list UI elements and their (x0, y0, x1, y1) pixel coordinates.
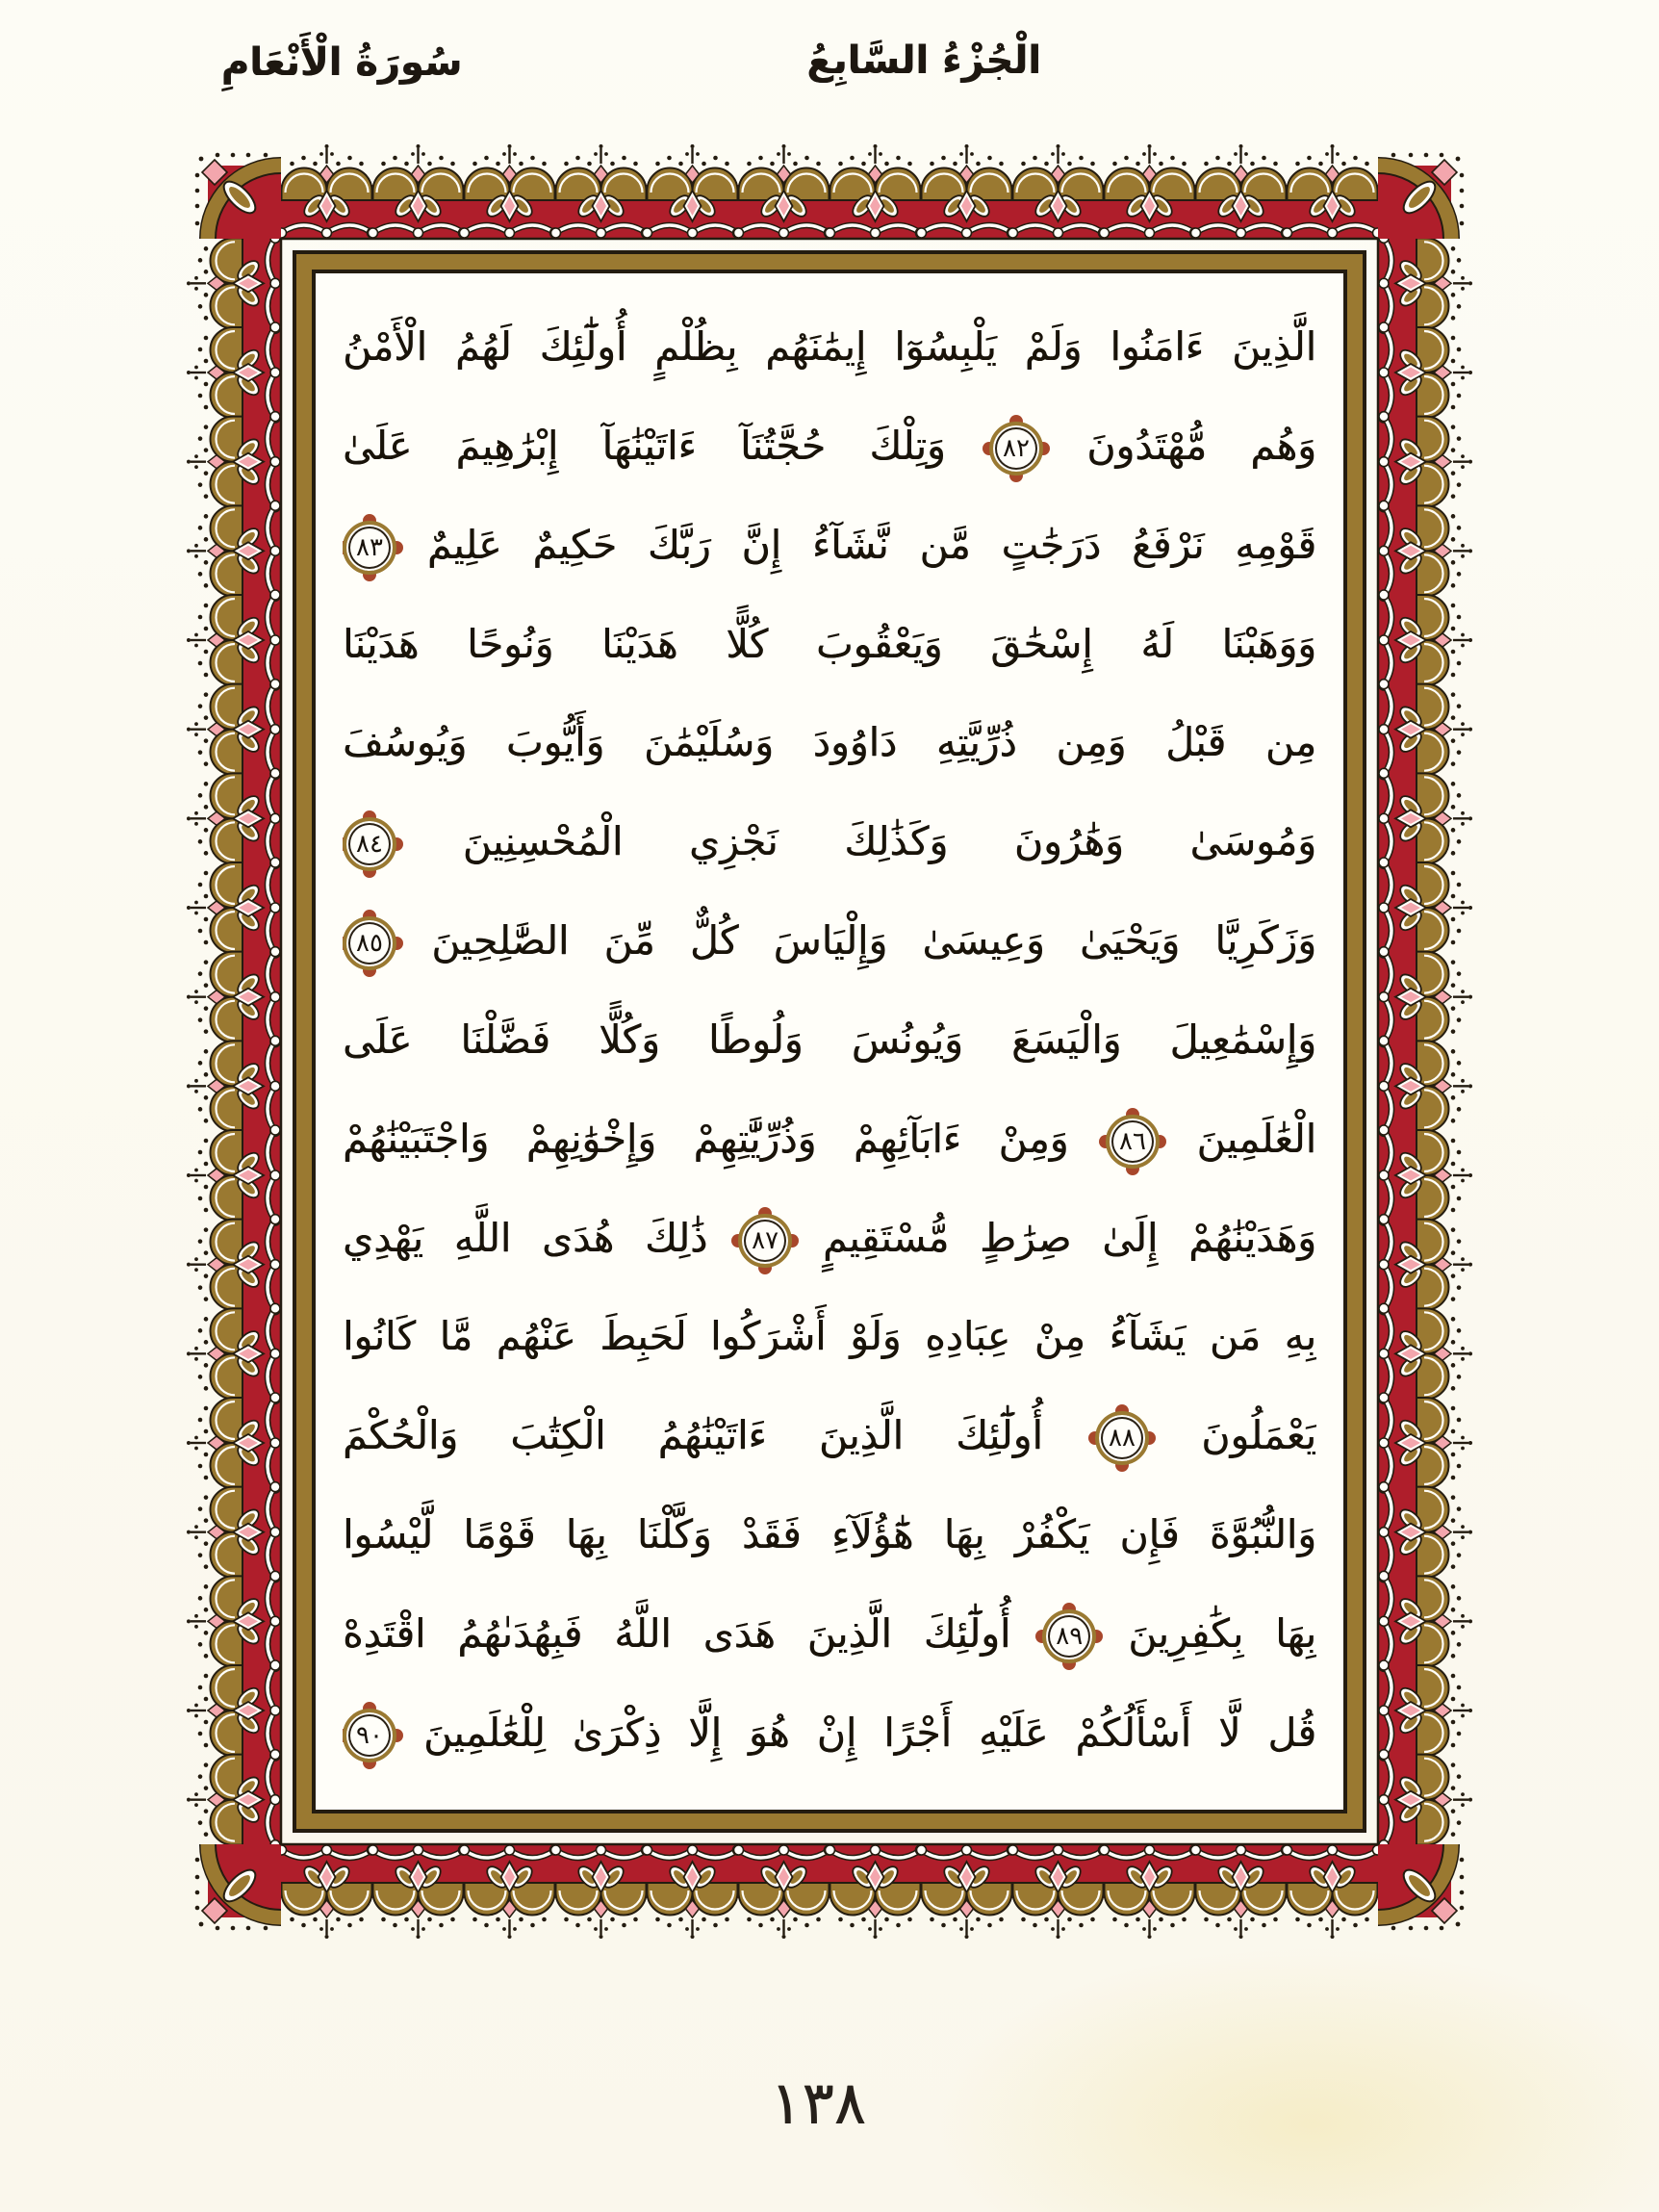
ayah-text: وَهَدَيْنَٰهُمْ إِلَىٰ صِرَٰطٍ مُّسْتَقِيمٍ (822, 1214, 1316, 1261)
quran-line (343, 1387, 1316, 1483)
ayah-text: بِهِ مَن يَشَآءُ مِنْ عِبَادِهِ وَلَوْ أَشْرَكُوا لَحَبِطَ عَنْهُم مَّا كَانُوا (343, 1313, 1316, 1360)
quran-line (343, 793, 1316, 889)
verse-end-marker: ٨٧ (738, 1214, 792, 1268)
ayah-text: وَتِلْكَ حُجَّتُنَآ ءَاتَيْنَٰهَآ إِبْرَٰهِيمَ عَلَىٰ (343, 422, 946, 469)
quran-line (343, 991, 1316, 1088)
quran-line (343, 497, 1316, 593)
ayah-text: قُل لَّا أَسْأَلُكُمْ عَلَيْهِ أَجْرًا إِنْ هُوَ إِلَّا ذِكْرَىٰ لِلْعَٰلَمِينَ (423, 1709, 1316, 1756)
verse-end-marker: ٨٥ (343, 916, 396, 970)
quran-line (343, 1091, 1316, 1187)
quran-line (343, 398, 1316, 494)
decorated-frame (185, 142, 1474, 1941)
ayah-text: وَمِنْ ءَابَآئِهِمْ وَذُرِّيَّٰتِهِمْ وَإِخْوَٰنِهِمْ وَاجْتَبَيْنَٰهُمْ (343, 1115, 1069, 1162)
quran-line (343, 694, 1316, 790)
quran-line (343, 892, 1316, 989)
ayah-text: يَعْمَلُونَ (1201, 1412, 1316, 1459)
verse-end-marker: ٨٤ (343, 817, 396, 871)
quran-line (343, 298, 1316, 395)
ayah-text: مِن قَبْلُ وَمِن ذُرِّيَّتِهِ دَاوُودَ وَسُلَيْمَٰنَ وَأَيُّوبَ وَيُوسُفَ (343, 719, 1316, 766)
ayah-text: وَإِسْمَٰعِيلَ وَالْيَسَعَ وَيُونُسَ وَلُوطًا وَكُلًّا فَضَّلْنَا عَلَى (343, 1016, 1316, 1063)
quran-line (343, 1585, 1316, 1682)
ayah-text: وَزَكَرِيَّا وَيَحْيَىٰ وَعِيسَىٰ وَإِلْيَاسَ كُلٌّ مِّنَ الصَّٰلِحِينَ (431, 917, 1316, 965)
surah-title: سُورَةُ الْأَنْعَامِ (220, 40, 463, 85)
page-number: ١٣٨ (770, 2068, 866, 2138)
inner-frame (293, 250, 1366, 1833)
ayah-text: وَوَهَبْنَا لَهُ إِسْحَٰقَ وَيَعْقُوبَ كُلًّا هَدَيْنَا وَنُوحًا هَدَيْنَا (343, 620, 1316, 667)
quran-text (312, 270, 1347, 1813)
ayah-text: قَوْمِهِ نَرْفَعُ دَرَجَٰتٍ مَّن نَّشَآءُ إِنَّ رَبَّكَ حَكِيمٌ عَلِيمٌ (426, 521, 1316, 568)
ayah-text: ذَٰلِكَ هُدَى اللَّهِ يَهْدِي (343, 1214, 708, 1261)
verse-end-marker: ٨٨ (1095, 1411, 1149, 1465)
ayah-text: وَالنُّبُوَّةَ فَإِن يَكْفُرْ بِهَا هَٰٓؤُلَآءِ فَقَدْ وَكَّلْنَا بِهَا قَوْمًا لَّيْسُوا (343, 1511, 1316, 1558)
gold-band (296, 254, 1363, 1829)
quran-line (343, 1486, 1316, 1582)
verse-end-marker: ٩٠ (343, 1709, 396, 1762)
ayah-text: بِهَا بِكَٰفِرِينَ (1128, 1609, 1316, 1657)
ayah-text: أُولَٰٓئِكَ الَّذِينَ ءَاتَيْنَٰهُمُ الْكِتَٰبَ وَالْحُكْمَ (343, 1412, 1043, 1459)
verse-end-marker: ٨٦ (1106, 1115, 1160, 1169)
quran-line (343, 1288, 1316, 1384)
ayah-text: وَمُوسَىٰ وَهَٰرُونَ وَكَذَٰلِكَ نَجْزِي الْمُحْسِنِينَ (462, 818, 1316, 865)
quran-line (343, 1190, 1316, 1286)
ayah-text: الَّذِينَ ءَامَنُوا وَلَمْ يَلْبِسُوٓا إِيمَٰنَهُم بِظُلْمٍ أُولَٰٓئِكَ لَهُمُ الْأَمْنُ (343, 323, 1316, 370)
verse-end-marker: ٨٣ (343, 521, 396, 575)
quran-line (343, 1685, 1316, 1781)
verse-end-marker: ٨٩ (1042, 1609, 1096, 1663)
verse-end-marker: ٨٢ (989, 422, 1043, 476)
ayah-text: الْعَٰلَمِينَ (1196, 1115, 1316, 1162)
ayah-text: وَهُم مُّهْتَدُونَ (1086, 422, 1316, 469)
ayah-text: أُولَٰٓئِكَ الَّذِينَ هَدَى اللَّهُ فَبِهُدَىٰهُمُ اقْتَدِهْ (343, 1609, 1011, 1657)
juz-title: الْجُزْءُ السَّابِعُ (806, 39, 1041, 83)
quran-line (343, 596, 1316, 692)
